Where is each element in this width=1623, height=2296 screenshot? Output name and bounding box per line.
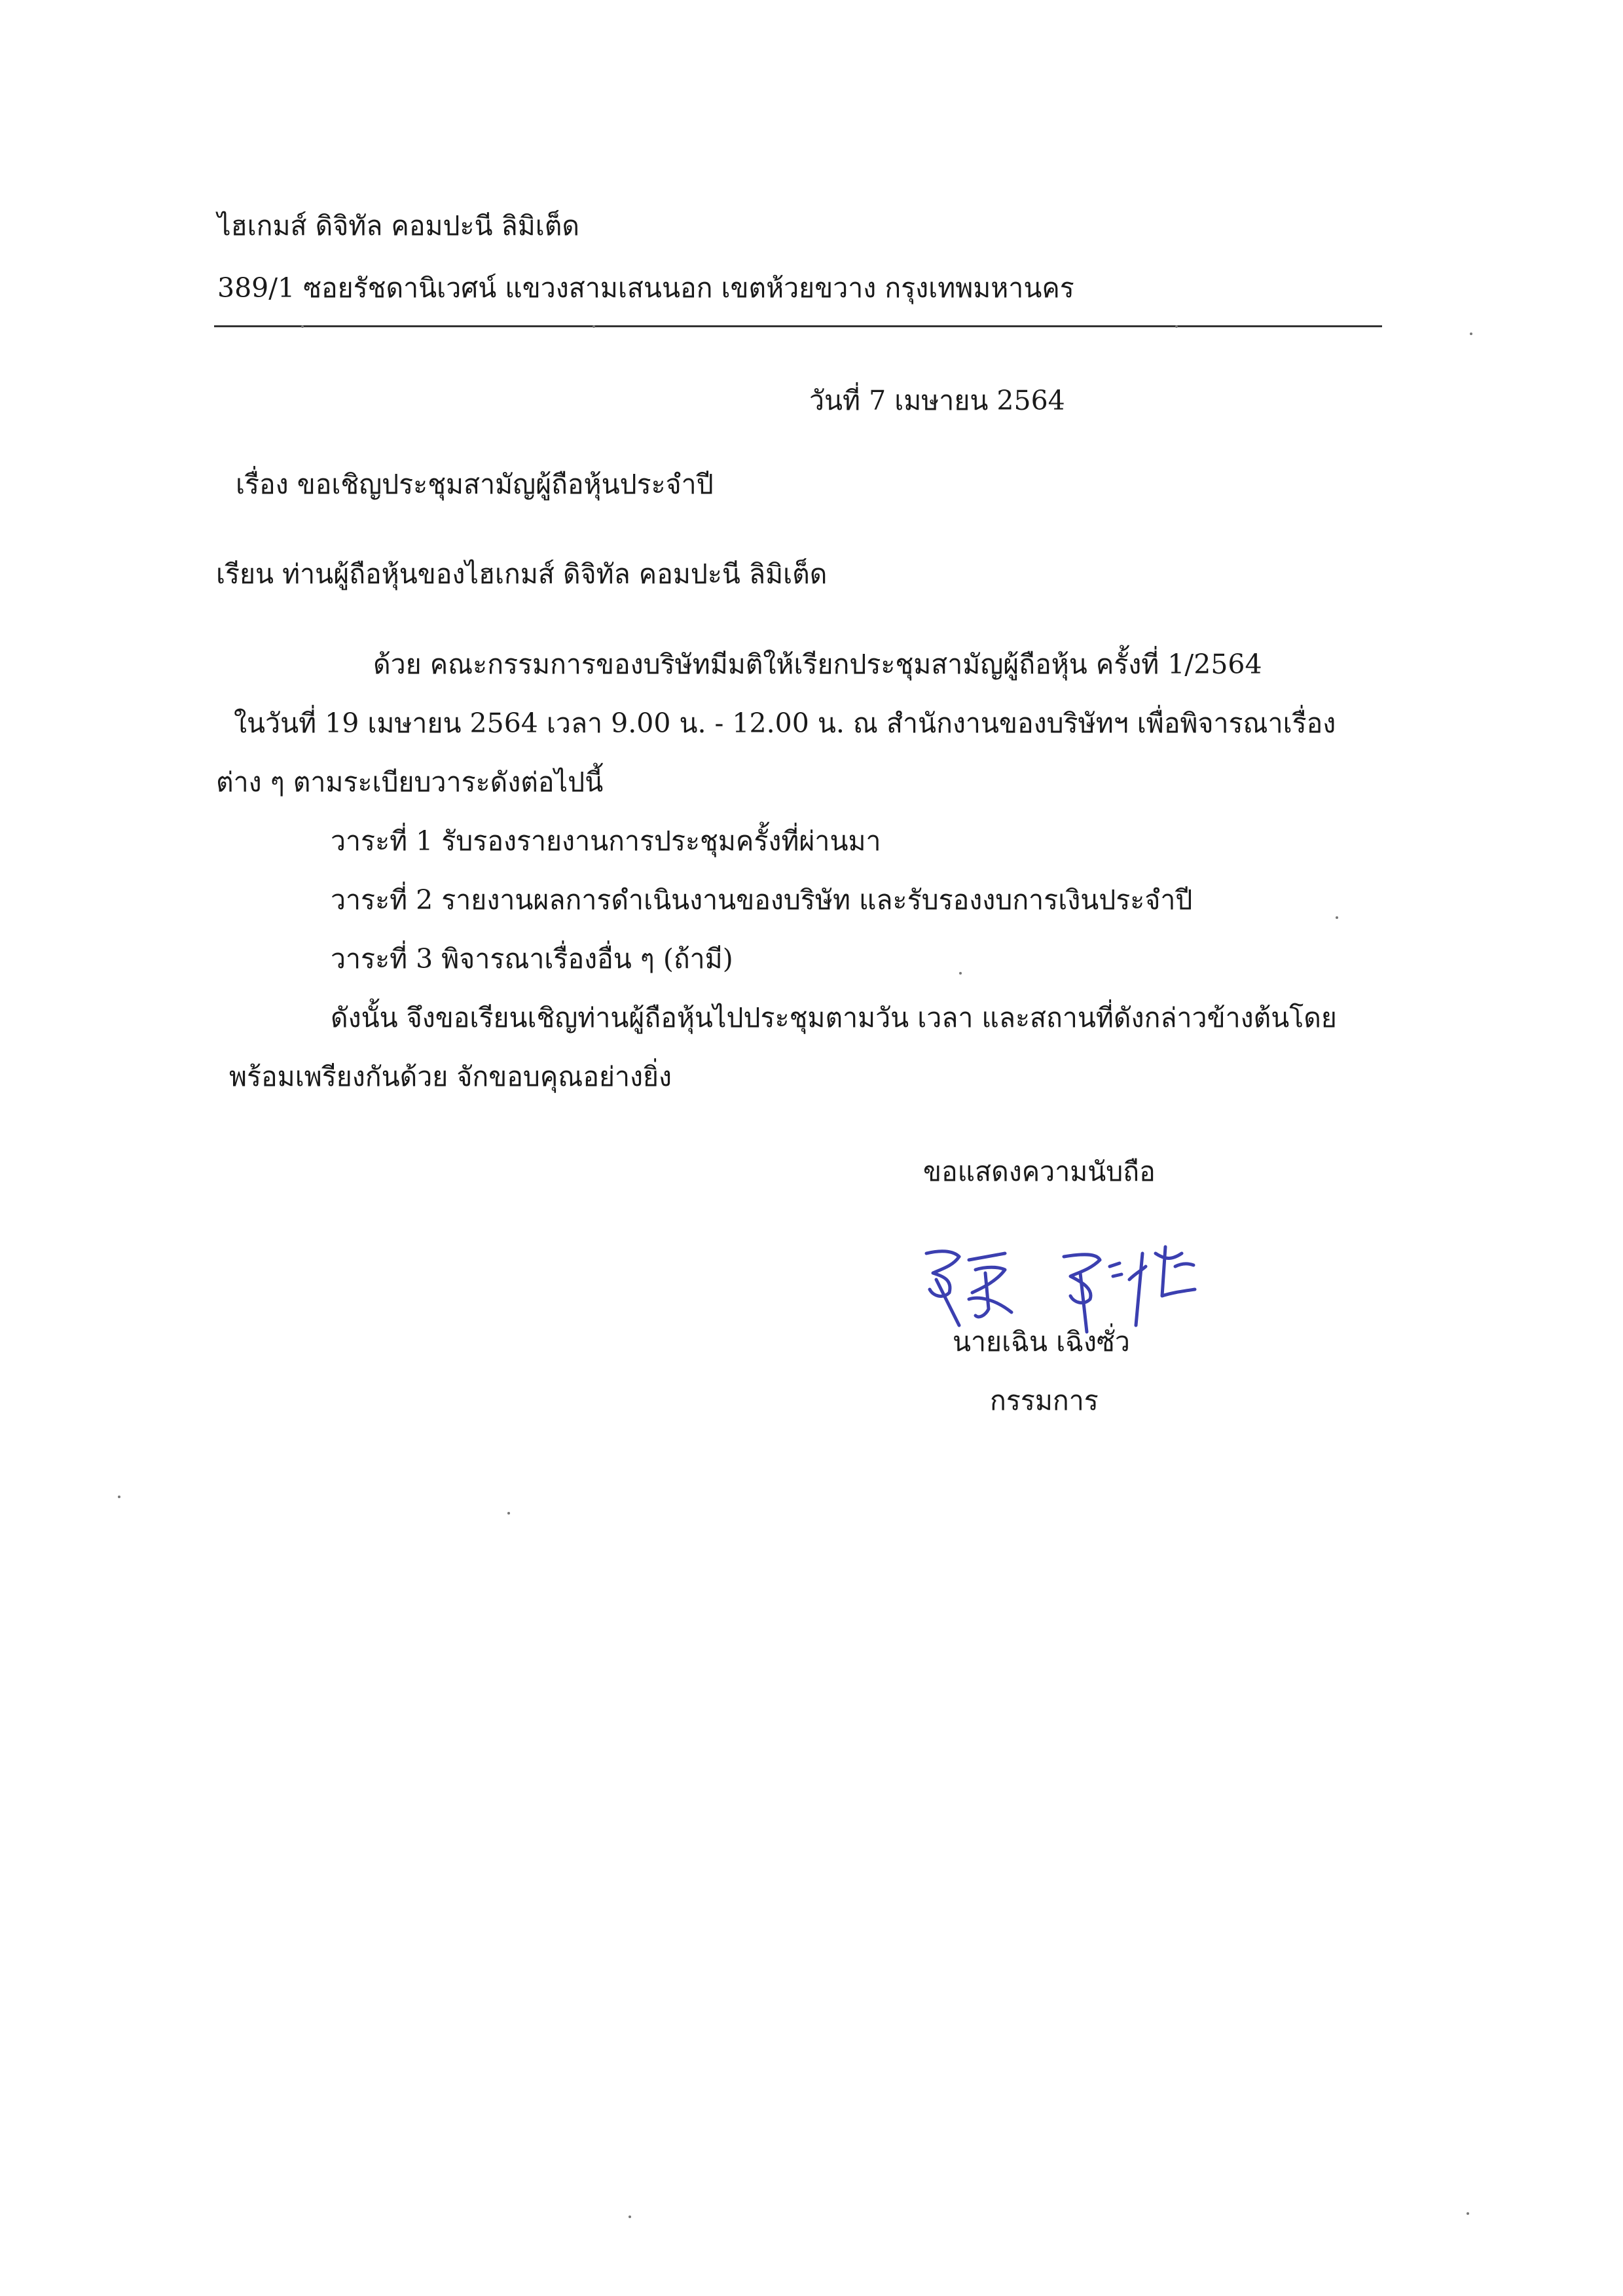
scan-speck (959, 972, 962, 975)
body-paragraph-2-line-1: ดังนั้น จึงขอเรียนเชิญท่านผู้ถือหุ้นไปประชุมตามวัน เวลา และสถานที่ดังกล่าวข้างต้นโดย (331, 1002, 1337, 1033)
scan-speck (301, 325, 304, 328)
company-address: 389/1 ซอยรัชดานิเวศน์ แขวงสามเสนนอก เขตห้วยขวาง กรุงเทพมหานคร (217, 272, 1074, 304)
scan-speck (507, 1512, 510, 1515)
closing-salutation: ขอแสดงความนับถือ (923, 1156, 1156, 1187)
scan-speck (629, 2215, 631, 2218)
body-paragraph-1-line-3: ต่าง ๆ ตามระเบียบวาระดังต่อไปนี้ (216, 766, 604, 798)
agenda-item-1: วาระที่ 1 รับรองรายงานการประชุมครั้งที่ผ่านมา (331, 825, 881, 857)
body-paragraph-1-line-2: ในวันที่ 19 เมษายน 2564 เวลา 9.00 น. - 12.00 น. ณ สำนักงานของบริษัทฯ เพื่อพิจารณาเรื่อง (234, 708, 1336, 739)
scan-speck (1175, 325, 1178, 328)
handwritten-signature (913, 1234, 1228, 1335)
body-paragraph-1-line-1: ด้วย คณะกรรมการของบริษัทมีมติให้เรียกประชุมสามัญผู้ถือหุ้น ครั้งที่ 1/2564 (373, 649, 1262, 680)
scan-speck (593, 325, 595, 328)
scan-speck (118, 1496, 120, 1498)
body-paragraph-2-line-2: พร้อมเพรียงกันด้วย จักขอบคุณอย่างยิ่ง (229, 1061, 672, 1092)
signatory-name: นายเฉิน เฉิงซั่ว (953, 1326, 1130, 1357)
letterhead-divider (214, 325, 1382, 327)
company-name: ไฮเกมส์ ดิจิทัล คอมปะนี ลิมิเต็ด (217, 210, 579, 242)
agenda-item-3: วาระที่ 3 พิจารณาเรื่องอื่น ๆ (ถ้ามี) (331, 943, 733, 975)
scan-speck (1467, 2212, 1469, 2215)
agenda-item-2: วาระที่ 2 รายงานผลการดำเนินงานของบริษัท และรับรองงบการเงินประจำปี (331, 884, 1193, 916)
letter-recipient: เรียน ท่านผู้ถือหุ้นของไฮเกมส์ ดิจิทัล คอมปะนี ลิมิเต็ด (216, 558, 828, 590)
scan-speck (1336, 916, 1338, 919)
scan-speck (1470, 332, 1472, 335)
signatory-title: กรรมการ (990, 1385, 1099, 1416)
letter-subject: เรื่อง ขอเชิญประชุมสามัญผู้ถือหุ้นประจำปี (236, 469, 714, 500)
letter-date: วันที่ 7 เมษายน 2564 (809, 385, 1065, 416)
